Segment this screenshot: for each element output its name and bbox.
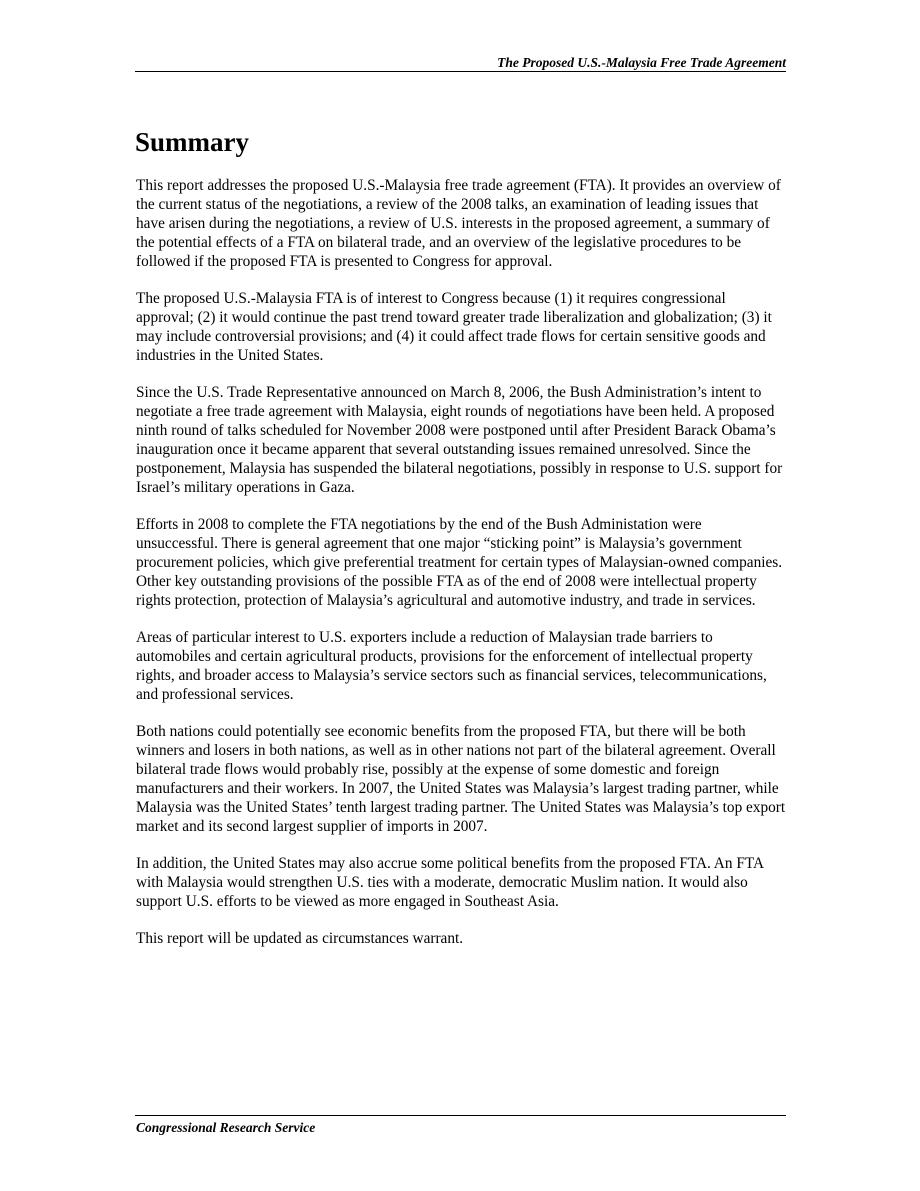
paragraph-political-benefits: In addition, the United States may also accrue some political benefits from the proposed FTA. An FTA with Malaysia would strengthen U.S. ties with a moderate, democratic Muslim nation. It would also support U.S. efforts to be viewed as more engaged in Southeast Asia.: [136, 855, 764, 910]
paragraph-economic-effects: Both nations could potentially see economic benefits from the proposed FTA, but there will be both winners and losers in both nations, as well as in other nations not part of the bilateral agreement. Overall bilateral trade flows would probably rise, possibly at the expense of some domestic and foreign manufacturers and their workers. In 2007, the United States was Malaysia’s largest trading partner, while Malaysia was the United States’ tenth largest trading partner. The United States was Malaysia’s top export market and its second largest supplier of imports in 2007.: [136, 723, 786, 835]
footer-rule: [135, 1115, 786, 1116]
page-title: Summary: [135, 127, 249, 157]
paragraph-overview: This report addresses the proposed U.S.-Malaysia free trade agreement (FTA). It provides an overview of the current status of the negotiations, a review of the 2008 talks, an examination of leading issues that have arisen during the negotiations, a review of U.S. interests in the proposed agreement, a summary of the potential effects of a FTA on bilateral trade, and an overview of the legislative procedures to be followed if the proposed FTA is presented to Congress for approval.: [136, 177, 781, 270]
paragraph-exporter-interests: Areas of particular interest to U.S. exporters include a reduction of Malaysian trade barriers to automobiles and certain agricultural products, provisions for the enforcement of intellectual property rights, and broader access to Malaysia’s service sectors such as financial services, telecommunications, and professional services.: [136, 629, 767, 703]
paragraph-2008-efforts: Efforts in 2008 to complete the FTA negotiations by the end of the Bush Administation were unsuccessful. There is general agreement that one major “sticking point” is Malaysia’s government procurement policies, which give preferential treatment for certain types of Malaysian-owned companies. Other key outstanding provisions of the possible FTA as of the end of 2008 were intellectual property rights protection, protection of Malaysia’s agricultural and automotive industry, and trade in services.: [136, 516, 783, 609]
running-header-title: The Proposed U.S.-Malaysia Free Trade Agreement: [497, 55, 786, 70]
paragraph-congress-interest: The proposed U.S.-Malaysia FTA is of interest to Congress because (1) it requires congressional approval; (2) it would continue the past trend toward greater trade liberalization and globalization; (3) it may include controversial provisions; and (4) it could affect trade flows for certain sensitive goods and industries in the United States.: [136, 290, 772, 364]
paragraph-negotiation-history: Since the U.S. Trade Representative announced on March 8, 2006, the Bush Administration’s intent to negotiate a free trade agreement with Malaysia, eight rounds of negotiations have been held. A proposed ninth round of talks scheduled for November 2008 were postponed until after President Barack Obama’s inauguration once it became apparent that several outstanding issues remained unresolved. Since the postponement, Malaysia has suspended the bilateral negotiations, possibly in response to U.S. support for Israel’s military operations in Gaza.: [136, 384, 783, 496]
summary-body: [136, 176, 787, 966]
footer-publisher: Congressional Research Service: [136, 1120, 316, 1135]
paragraph-update-note: This report will be updated as circumstances warrant.: [136, 930, 464, 947]
header-rule: [135, 71, 786, 72]
